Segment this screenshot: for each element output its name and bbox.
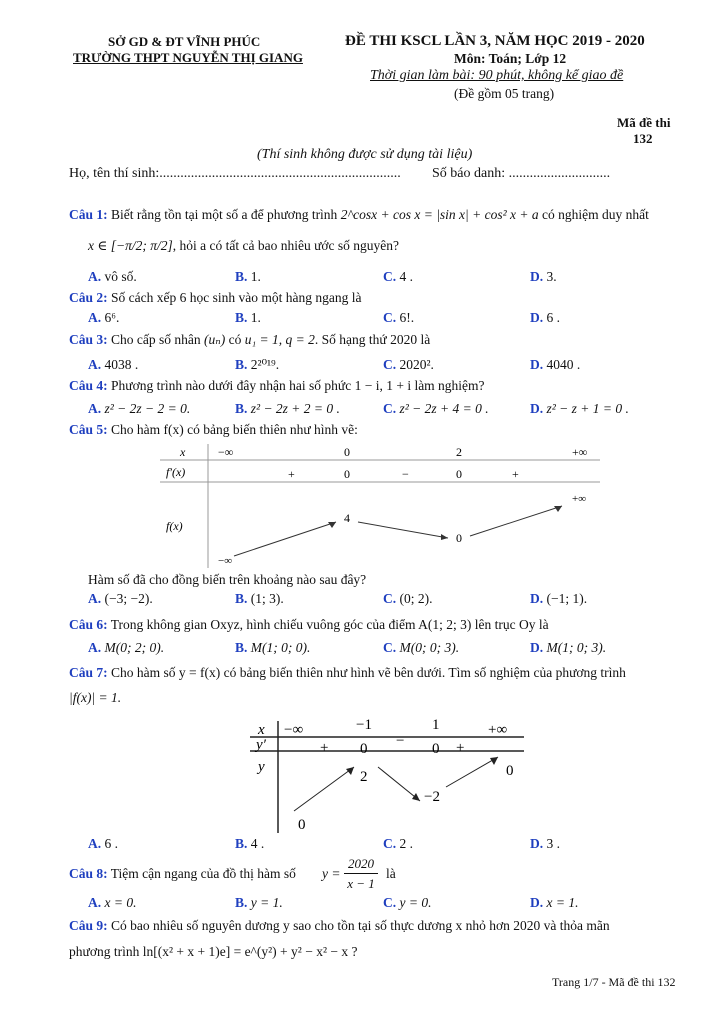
sign: 0 <box>360 741 368 757</box>
q8-option-c[interactable]: C. y = 0. <box>383 895 432 910</box>
fraction-bar <box>344 873 378 874</box>
q8-option-a[interactable]: A. x = 0. <box>88 895 137 910</box>
row-label-fp: f′(x) <box>166 465 186 479</box>
q2-option-d[interactable]: D. 6 . <box>530 310 560 325</box>
arrow-head <box>328 522 336 528</box>
arrow-head <box>346 767 354 775</box>
q7-option-b[interactable]: B. 4 . <box>235 836 265 851</box>
question-3 <box>69 332 430 348</box>
question-label: Câu 1: <box>69 207 108 222</box>
q6-option-a[interactable]: A. M(0; 2; 0). <box>88 640 165 655</box>
exam-note: (Thí sinh không được sử dụng tài liệu) <box>257 147 473 162</box>
q4-option-b[interactable]: B. z² − 2z + 2 = 0 . <box>235 401 340 416</box>
y-value: 2 <box>360 769 368 785</box>
question-8 <box>69 866 296 882</box>
f-value: 4 <box>344 511 350 525</box>
question-text: Cho cấp số nhân <box>111 332 201 347</box>
question-text: Số cách xếp 6 học sinh vào một hàng ngang là <box>111 290 362 305</box>
decrease-arrow <box>358 522 448 538</box>
x-value: −1 <box>356 717 372 733</box>
question-text: Phương trình nào dưới đây nhận hai số phức 1 − i, 1 + i làm nghiệm? <box>111 378 485 393</box>
q2-option-b[interactable]: B. 1. <box>235 310 261 325</box>
decrease-arrow <box>378 767 420 801</box>
x-value: −∞ <box>284 722 304 738</box>
question-text: Trong không gian Oxyz, hình chiếu vuông góc của điểm A(1; 2; 3) lên trục Oy là <box>110 617 549 632</box>
question-label: Câu 6: <box>69 617 108 632</box>
exam-subject: Môn: Toán; Lớp 12 <box>454 51 567 66</box>
exam-pages: (Đề gồm 05 trang) <box>454 86 555 101</box>
x-value: −∞ <box>218 445 234 459</box>
question-label: Câu 4: <box>69 378 108 393</box>
q6-option-b[interactable]: B. M(1; 0; 0). <box>235 640 311 655</box>
row-label-x: x <box>258 722 265 738</box>
y-value: 0 <box>506 763 514 779</box>
exam-code-value: 132 <box>633 131 653 146</box>
q5-option-a[interactable]: A. (−3; −2). <box>88 591 153 606</box>
f-value: −∞ <box>218 555 233 567</box>
question-label: Câu 8: <box>69 866 108 881</box>
sign: 0 <box>456 467 462 481</box>
arrow-head <box>412 793 420 801</box>
increase-arrow <box>446 757 498 787</box>
question-5 <box>69 422 358 438</box>
x-value: +∞ <box>572 445 588 459</box>
question-text: là <box>386 866 396 881</box>
question-text: Tiệm cận ngang của đồ thị hàm số <box>110 866 296 881</box>
question-1 <box>69 207 649 223</box>
q5-option-d[interactable]: D. (−1; 1). <box>530 591 588 606</box>
x-value: 0 <box>344 445 350 459</box>
header-department: SỞ GD & ĐT VĨNH PHÚC <box>108 34 261 49</box>
question-label: Câu 9: <box>69 918 108 933</box>
sign: + <box>320 740 329 756</box>
q3-option-d[interactable]: D. 4040 . <box>530 357 581 372</box>
question-math: (uₙ) <box>204 332 226 347</box>
variation-table-q5 <box>158 442 604 570</box>
arrow-head <box>554 506 562 512</box>
question-7-line2: |f(x)| = 1. <box>69 690 122 705</box>
q1-option-a[interactable]: A. vô số. <box>88 269 137 284</box>
exam-title: ĐỀ THI KSCL LẦN 3, NĂM HỌC 2019 - 2020 <box>345 33 645 49</box>
fraction-denominator: x − 1 <box>347 876 375 891</box>
q4-option-d[interactable]: D. z² − z + 1 = 0 . <box>530 401 629 416</box>
variation-table-q7 <box>248 715 528 835</box>
question-text: , hỏi a có tất cả bao nhiêu ước số nguyên? <box>172 238 400 253</box>
question-text: Cho hàm f(x) có bảng biến thiên như hình vẽ: <box>111 422 358 437</box>
header-school: TRƯỜNG THPT NGUYỄN THỊ GIANG <box>73 50 303 65</box>
row-label-yp: y′ <box>256 737 266 753</box>
student-name-field: Họ, tên thí sinh:..................................................................... <box>69 166 401 181</box>
sign: + <box>288 467 295 481</box>
x-value: +∞ <box>488 722 508 738</box>
fraction-numerator: 2020 <box>348 856 374 871</box>
increase-arrow <box>234 522 336 556</box>
question-label: Câu 2: <box>69 290 108 305</box>
question-label: Câu 7: <box>69 665 108 680</box>
q5-option-c[interactable]: C. (0; 2). <box>383 591 433 606</box>
q2-option-a[interactable]: A. 6⁶. <box>88 310 120 325</box>
q8-option-b[interactable]: B. y = 1. <box>235 895 283 910</box>
row-label-f: f(x) <box>166 519 183 533</box>
q2-option-c[interactable]: C. 6!. <box>383 310 415 325</box>
arrow-head <box>441 534 448 540</box>
exam-code-label: Mã đề thi <box>617 115 671 130</box>
row-label-x: x <box>180 445 186 459</box>
question-text: có <box>228 332 242 347</box>
y-value: 0 <box>298 817 306 833</box>
question-text: . Số hạng thứ 2020 là <box>314 332 431 347</box>
q4-option-a[interactable]: A. z² − 2z − 2 = 0. <box>88 401 191 416</box>
question-text: Cho hàm số y = f(x) có bảng biến thiên như hình vẽ bên dưới. Tìm số nghiệm của phương trình <box>111 665 626 680</box>
row-label-y: y <box>258 759 265 775</box>
q8-option-d[interactable]: D. x = 1. <box>530 895 579 910</box>
increase-arrow <box>470 506 562 536</box>
page-footer: Trang 1/7 - Mã đề thi 132 <box>552 975 676 989</box>
increase-arrow <box>294 767 354 811</box>
question-text: Biết rằng tồn tại một số a để phương trình <box>111 207 338 222</box>
question-5-prompt: Hàm số đã cho đồng biến trên khoảng nào sau đây? <box>88 572 367 587</box>
f-value: 0 <box>456 531 462 545</box>
question-2 <box>69 290 361 306</box>
x-value: 2 <box>456 445 462 459</box>
question-math: x ∈ [−π/2; π/2] <box>88 238 173 253</box>
f-value: +∞ <box>572 493 587 505</box>
q7-option-c[interactable]: C. 2 . <box>383 836 413 851</box>
q7-option-d[interactable]: D. 3 . <box>530 836 560 851</box>
y-value: −2 <box>424 789 440 805</box>
question-math: u₁ = 1, q = 2 <box>244 332 315 347</box>
q6-option-c[interactable]: C. M(0; 0; 3). <box>383 640 460 655</box>
exam-time: Thời gian làm bài: 90 phút, không kể giao đề <box>370 68 624 83</box>
q3-option-a[interactable]: A. 4038 . <box>88 357 139 372</box>
q3-option-c[interactable]: C. 2020². <box>383 357 434 372</box>
sign: + <box>456 740 465 756</box>
sign: − <box>402 467 409 481</box>
fraction-lhs: y = <box>322 866 341 881</box>
question-4 <box>69 378 485 394</box>
x-value: 1 <box>432 717 440 733</box>
q1-option-d[interactable]: D. 3. <box>530 269 557 284</box>
question-math: 2^cosx + cos x = |sin x| + cos² x + a <box>340 207 539 222</box>
q5-option-b[interactable]: B. (1; 3). <box>235 591 284 606</box>
question-7 <box>69 665 626 681</box>
q7-option-a[interactable]: A. 6 . <box>88 836 118 851</box>
question-6 <box>69 617 549 633</box>
question-label: Câu 3: <box>69 332 108 347</box>
sign: + <box>512 467 519 481</box>
q3-option-b[interactable]: B. 2²⁰¹⁹. <box>235 357 280 372</box>
q4-option-c[interactable]: C. z² − 2z + 4 = 0 . <box>383 401 489 416</box>
question-text: có nghiệm duy nhất <box>542 207 649 222</box>
q1-option-c[interactable]: C. 4 . <box>383 269 413 284</box>
question-text: Có bao nhiêu số nguyên dương y sao cho tồn tại số thực dương x nhỏ hơn 2020 và thỏa mãn <box>111 918 610 933</box>
question-1-line2 <box>88 238 399 254</box>
sign: 0 <box>432 741 440 757</box>
q6-option-d[interactable]: D. M(1; 0; 3). <box>530 640 607 655</box>
sign: − <box>396 733 405 749</box>
question-label: Câu 5: <box>69 422 108 437</box>
question-9 <box>69 918 610 934</box>
q1-option-b[interactable]: B. 1. <box>235 269 261 284</box>
student-id-field: Số báo danh: ............................. <box>432 166 611 181</box>
sign: 0 <box>344 467 350 481</box>
question-9-line2: phương trình ln[(x² + x + 1)e] = e^(y²) + y² − x² − x ? <box>69 944 358 959</box>
